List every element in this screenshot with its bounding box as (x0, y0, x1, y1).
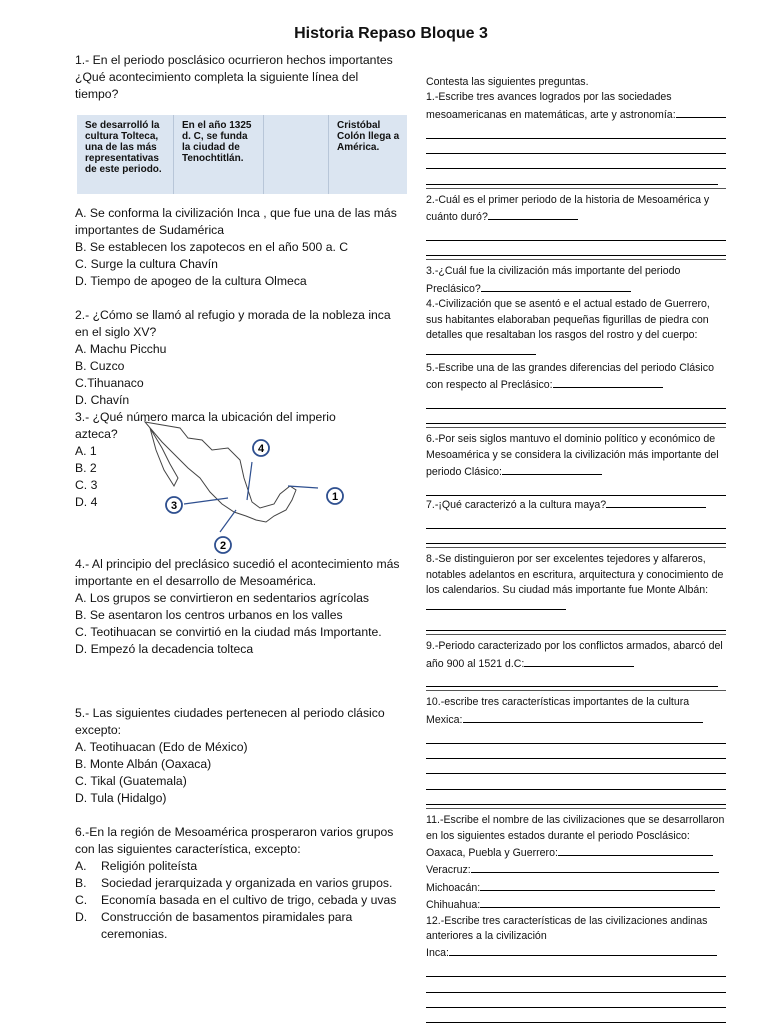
timeline-cell: Se desarrolló la cultura Tolteca, una de las más representativas de este periodo. (77, 115, 174, 194)
divider (426, 259, 726, 260)
right-question-8 (426, 552, 726, 616)
state-item (426, 879, 726, 896)
answer-line[interactable] (426, 616, 726, 631)
question-text: 10.-escribe tres características importantes de la cultura Mexica: (426, 696, 690, 726)
marker-1 (327, 488, 343, 504)
right-question-6 (426, 432, 726, 480)
option: B. Monte Albán (Oaxaca) (75, 757, 212, 771)
option: D. Chavín (75, 393, 130, 407)
state-label: Veracruz: (426, 864, 471, 877)
state-label: Oaxaca, Puebla y Guerrero: (426, 847, 558, 859)
answer-line[interactable] (426, 977, 726, 992)
option-text: Sociedad jerarquizada y organizada en varios grupos. (101, 876, 393, 890)
answer-blank[interactable] (480, 879, 715, 891)
answer-blank[interactable] (502, 463, 602, 475)
answer-blank[interactable] (480, 896, 720, 908)
divider (426, 547, 726, 548)
question-text: 5.-Escribe una de las grandes diferencias del periodo Clásico con respecto al Preclásico: (426, 361, 714, 392)
marker-label: 4 (257, 443, 265, 455)
right-question-10 (426, 695, 726, 728)
answer-line[interactable] (426, 139, 726, 154)
answer-blank[interactable] (471, 861, 719, 873)
question-text: 1.- En el periodo posclásico ocurrieron hechos importantes ¿Qué acontecimiento completa la siguiente línea del tiempo? (75, 53, 393, 101)
option: B. Cuzco (75, 359, 125, 373)
option (75, 875, 400, 892)
timeline-cell: Cristóbal Colón llega a América. (337, 120, 400, 153)
option: B. Se establecen los zapotecos en el año 500 a. C (75, 240, 349, 254)
option-letter: D. (75, 910, 88, 924)
state-label: Chihuahua: (426, 899, 481, 912)
answer-line[interactable] (426, 728, 726, 743)
timeline-cell: En el año 1325 d. C, se funda la ciudad de Tenochtitlán. (174, 115, 264, 194)
option (75, 858, 400, 875)
question-text: 2.- ¿Cómo se llamó al refugio y morada de la nobleza inca en el siglo XV? (75, 308, 391, 339)
option: A. Los grupos se convirtieron en sedentarios agrícolas (75, 591, 370, 605)
answer-line[interactable] (426, 123, 726, 138)
marker-4 (253, 440, 269, 456)
right-question-12 (426, 914, 726, 945)
answer-line[interactable] (426, 993, 726, 1008)
question-text: 3.- ¿Qué número marca la ubicación del imperio azteca? (75, 410, 336, 441)
option: C. 3 (75, 478, 98, 492)
timeline-table (77, 115, 407, 194)
option-text: Economía basada en el cultivo de trigo, cebada y uvas (101, 893, 397, 907)
option-letter: C. (75, 893, 88, 907)
right-question-9 (426, 639, 726, 672)
divider (426, 808, 726, 809)
question-text: 9.-Periodo caracterizado por los conflictos armados, abarcó del año 900 al 1521 d.C: (426, 640, 723, 670)
state-item (426, 896, 726, 913)
question-text: 3.-¿Cuál fue la civilización más importante del periodo Preclásico? (426, 265, 681, 295)
option-letter: A. (75, 859, 87, 873)
inca-item (426, 944, 726, 961)
option-text: Construcción de basamentos piramidales para ceremonias. (101, 910, 353, 941)
question-text: 11.-Escribe el nombre de las civilizaciones que se desarrollaron en los siguientes estados durante el periodo Posclásico: (426, 814, 725, 842)
answer-line[interactable] (426, 154, 726, 169)
answer-line[interactable] (426, 759, 726, 774)
answer-blank[interactable] (481, 280, 631, 292)
option: A. 1 (75, 444, 97, 458)
answer-line[interactable] (426, 774, 726, 789)
state-item (426, 861, 726, 878)
question-1 (75, 52, 400, 103)
question-2 (75, 307, 400, 409)
marker-label: 3 (170, 500, 178, 512)
right-question-5 (426, 361, 726, 394)
answer-line[interactable] (426, 241, 726, 256)
option: B. Se asentaron los centros urbanos en los valles (75, 608, 343, 622)
option-text: Religión politeísta (101, 859, 198, 873)
divider (426, 634, 726, 635)
marker-label: 2 (219, 540, 227, 552)
answer-blank[interactable] (449, 944, 717, 956)
question-4 (75, 556, 400, 658)
answer-blank[interactable] (426, 598, 566, 610)
option: D. Tiempo de apogeo de la cultura Olmeca (75, 274, 307, 288)
state-label: Michoacán: (426, 881, 481, 894)
divider (426, 188, 726, 189)
question-5 (75, 705, 400, 807)
answer-line[interactable] (426, 481, 726, 496)
option: D. 4 (75, 495, 98, 509)
right-questions (426, 75, 726, 1023)
option: B. 2 (75, 461, 97, 475)
question-text: 4.- Al principio del preclásico sucedió el acontecimiento más importante en el desarrollo de Mesoamérica. (75, 557, 400, 588)
option (75, 892, 400, 909)
question-text: 2.-Cuál es el primer periodo de la historia de Mesoamérica y cuánto duró? (426, 193, 710, 224)
arrow-2 (220, 510, 236, 532)
answer-line[interactable] (426, 790, 726, 805)
option: A. Machu Picchu (75, 342, 167, 356)
option: A. Se conforma la civilización Inca , que fue una de las más importantes de Sudamérica (75, 206, 397, 237)
question-text: 6.-En la región de Mesoamérica prosperaron varios grupos con las siguientes característica, excepto: (75, 825, 394, 856)
marker-label: 1 (331, 491, 339, 503)
answer-line[interactable] (426, 169, 718, 184)
answer-line[interactable] (426, 226, 726, 241)
answer-line[interactable] (426, 744, 726, 759)
answer-blank[interactable] (488, 208, 578, 220)
option: C. Surge la cultura Chavín (75, 257, 218, 271)
option: D. Empezó la decadencia tolteca (75, 642, 254, 656)
marker-2 (215, 537, 231, 553)
right-question-4 (426, 297, 726, 361)
answer-line[interactable] (426, 409, 726, 424)
right-question-1 (426, 90, 726, 123)
option: A. Teotihuacan (Edo de México) (75, 740, 248, 754)
answer-blank[interactable] (606, 496, 706, 508)
answer-line[interactable] (426, 1008, 726, 1023)
answer-blank[interactable] (676, 106, 726, 118)
right-question-7 (426, 496, 726, 513)
answer-line[interactable] (426, 529, 726, 544)
answer-line[interactable] (426, 394, 726, 409)
question-text: 1.-Escribe tres avances logrados por las sociedades mesoamericanas en matemáticas, arte y astronomía: (426, 91, 676, 121)
mexico-map (140, 420, 360, 560)
inca-label: Inca: (426, 947, 449, 960)
answer-blank[interactable] (524, 655, 634, 667)
right-question-11 (426, 813, 726, 844)
option (75, 909, 400, 943)
question-text: 7.-¡Qué caracterizó a la cultura maya? (426, 499, 607, 512)
option: C.Tihuanaco (75, 376, 144, 390)
right-question-2 (426, 193, 726, 226)
option: C. Tikal (Guatemala) (75, 774, 187, 788)
answer-blank[interactable] (463, 711, 703, 723)
question-text: 12.-Escribe tres características de las civilizaciones andinas anteriores a la civilización (426, 914, 708, 943)
question-1-options (75, 205, 400, 290)
question-text: 8.-Se distinguieron por ser excelentes tejedores y alfareros, notables adelantos en escritura, arquitectura y conocimiento de los calendarios. Su ciudad más importante fue Monte Albán: (426, 553, 724, 597)
question-text: 4.-Civilización que se asentó e el actual estado de Guerrero, sus habitantes elaboraban pequeñas figurillas de piedra con detalles que resaltaban los rasgos del rostro y del cuerpo: (426, 298, 710, 341)
answer-blank[interactable] (553, 376, 663, 388)
right-question-3 (426, 264, 726, 297)
answer-blank[interactable] (426, 343, 536, 355)
option: C. Teotihuacan se convirtió en la ciudad más Importante. (75, 625, 382, 639)
answer-line[interactable] (426, 962, 726, 977)
option: D. Tula (Hidalgo) (75, 791, 167, 805)
state-item (426, 844, 726, 861)
answer-line[interactable] (426, 513, 726, 528)
page-title: Historia Repaso Bloque 3 (294, 25, 488, 42)
divider (426, 427, 726, 428)
question-text: 5.- Las siguientes ciudades pertenecen al periodo clásico excepto: (75, 706, 385, 737)
instructions: Contesta las siguientes preguntas. (426, 76, 589, 88)
divider (426, 690, 726, 691)
question-text: 6.-Por seis siglos mantuvo el dominio político y económico de Mesoamérica y se considera la civilización más importante del periodo Clásico: (426, 433, 719, 479)
answer-line[interactable] (426, 672, 718, 687)
marker-3 (166, 497, 182, 513)
question-6 (75, 824, 400, 943)
option-letter: B. (75, 876, 87, 890)
answer-blank[interactable] (558, 844, 713, 856)
timeline-cell-blank (264, 115, 329, 194)
